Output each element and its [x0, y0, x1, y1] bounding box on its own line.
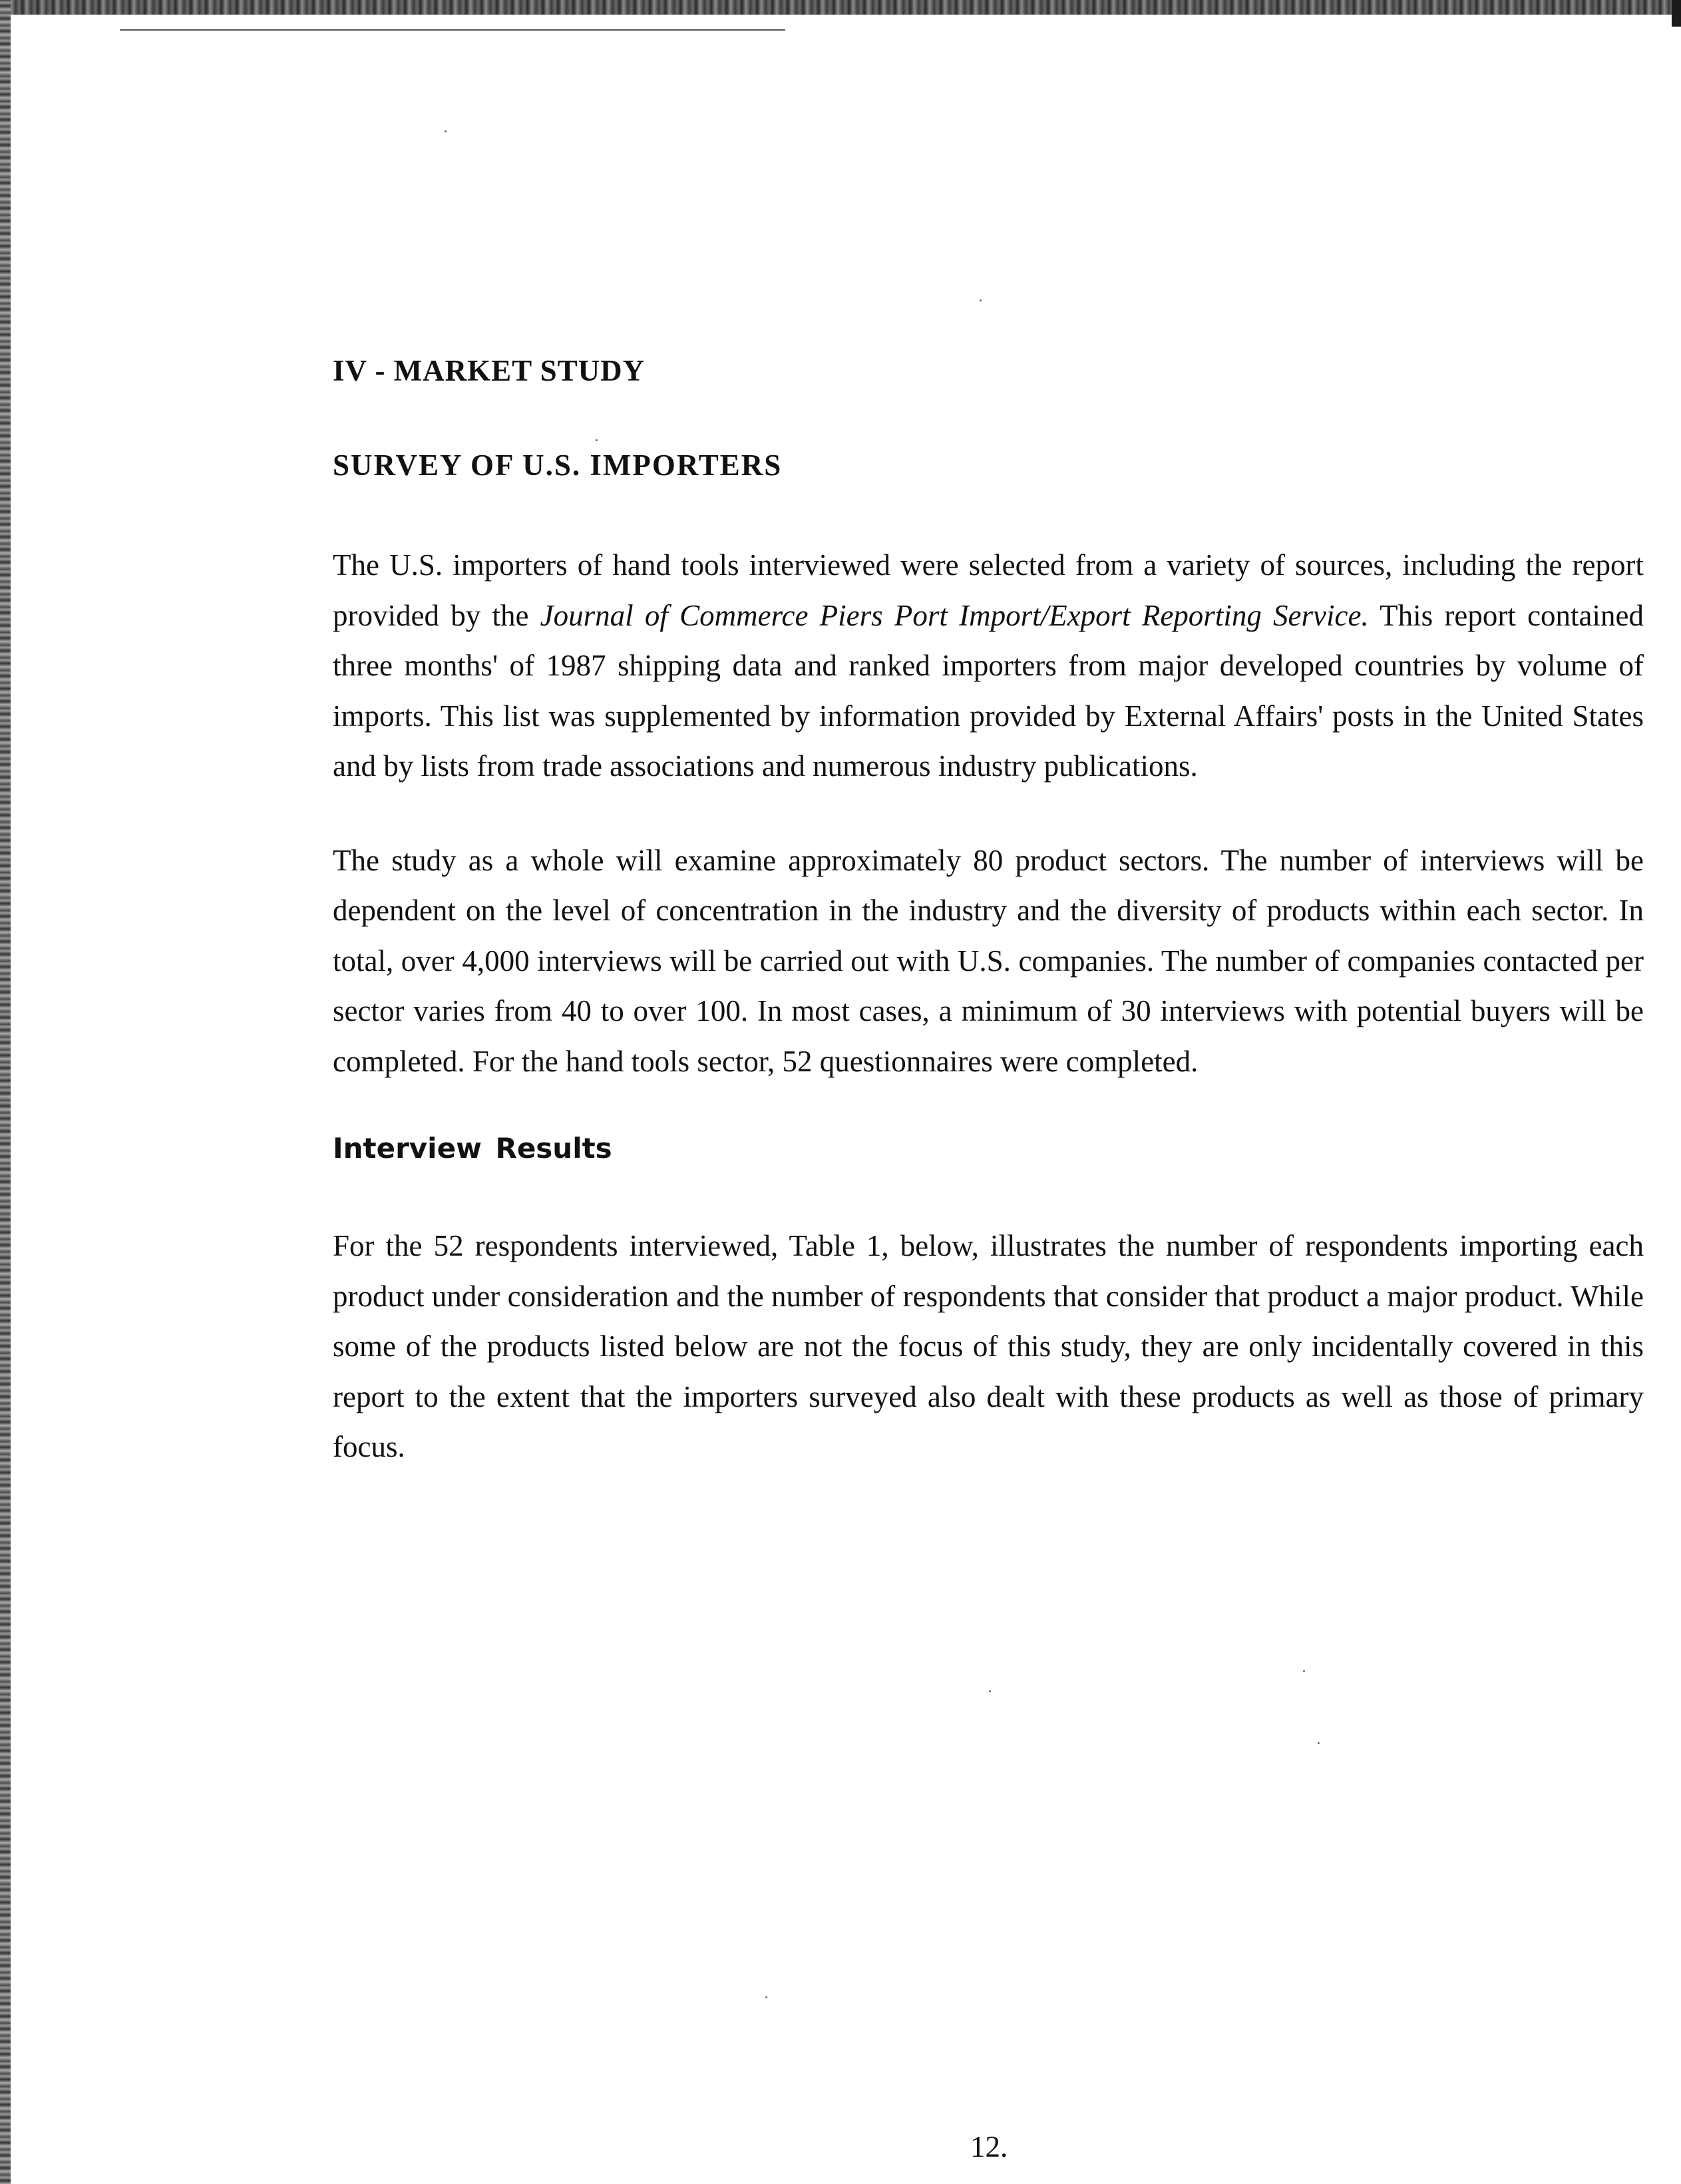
- scan-speck: [1318, 1742, 1320, 1744]
- section-heading: IV - MARKET STUDY: [333, 354, 646, 387]
- scan-speck: [445, 130, 447, 132]
- paragraph-sources-text-2: This report contained three months' of 1987 shipping data and ranked importers from major developed countries by volume of imports. This list was supplemented by information provided by External Affairs' posts in the United States and by lists from trade associations and numerous industry publications.: [333, 598, 1644, 783]
- scan-edge-right: [1672, 0, 1681, 27]
- scan-speck: [980, 299, 982, 301]
- scan-edge-top: [0, 0, 1681, 15]
- scan-edge-left: [0, 0, 11, 2184]
- paragraph-study-scope: The study as a whole will examine approximately 80 product sectors. The number of interviews will be dependent on the level of concentration in the industry and the diversity of products within each sector. In total, over 4,000 interviews will be carried out with U.S. companies. The number of companies contacted per sector varies from 40 to over 100. In most cases, a minimum of 30 interviews with potential buyers will be completed. For the hand tools sector, 52 questionnaires were completed.: [333, 843, 1644, 1078]
- paragraph-sources-text-1: The U.S. importers of hand tools interviewed were selected from a variety of sources, including the report provided by the: [333, 548, 1644, 632]
- publication-title: Journal of Commerce Piers Port Import/Export Reporting Service.: [540, 598, 1369, 632]
- paragraph-sources: [333, 540, 1644, 792]
- scan-speck: [1303, 1670, 1305, 1672]
- page-number: 12.: [970, 2130, 1008, 2163]
- paragraph-results: For the 52 respondents interviewed, Table 1, below, illustrates the number of respondents importing each product under consideration and the number of respondents that consider that product a major product. While some of the products listed below are not the focus of this study, they are only incidentally covered in this report to the extent that the importers surveyed also dealt with these products as well as those of primary focus.: [333, 1229, 1644, 1464]
- subsection-heading: SURVEY OF U.S. IMPORTERS: [333, 449, 783, 482]
- document-body: [333, 353, 1644, 1473]
- scan-speck: [989, 1690, 991, 1692]
- results-heading: Interview Results: [333, 1132, 612, 1165]
- scan-speck: [765, 1996, 767, 1998]
- scan-line: [120, 29, 785, 31]
